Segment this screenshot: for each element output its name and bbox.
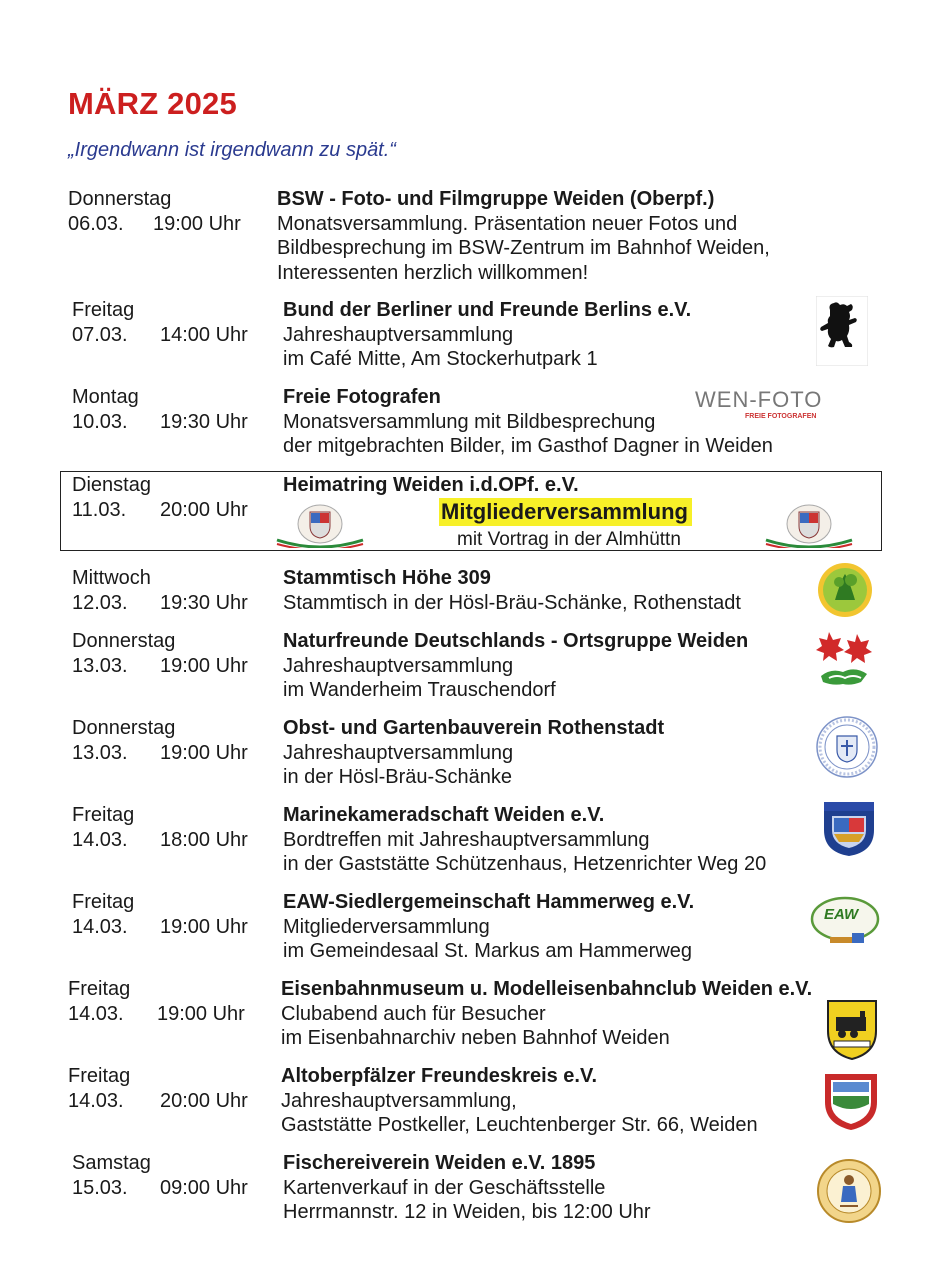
event-time: 19:00 Uhr <box>157 1002 245 1025</box>
event-date: 12.03. <box>72 591 128 614</box>
event-description-line: Jahreshauptversammlung <box>283 323 514 346</box>
event-description-line: im Café Mitte, Am Stockerhutpark 1 <box>283 348 598 370</box>
event-date: 10.03. <box>72 410 128 433</box>
event-date: 06.03. <box>68 212 124 235</box>
event-content <box>283 566 741 615</box>
event-time: 19:00 Uhr <box>153 212 241 235</box>
event-date: 15.03. <box>72 1176 128 1199</box>
event-content <box>283 716 664 790</box>
wen-foto-logo <box>695 388 859 428</box>
event-organizer: Altoberpfälzer Freundeskreis e.V. <box>281 1065 598 1087</box>
wen-foto-logo-text: WEN-FOTO <box>695 387 823 412</box>
event-day: Freitag <box>68 978 131 1000</box>
event-day: Freitag <box>72 299 135 321</box>
event-description-line: Herrmannstr. 12 in Weiden, bis 12:00 Uhr <box>283 1201 651 1223</box>
event-organizer: BSW - Foto- und Filmgruppe Weiden (Oberpf.) <box>277 188 715 210</box>
event-description-line: im Gemeindesaal St. Markus am Hammerweg <box>283 940 693 962</box>
event-day: Mittwoch <box>72 567 151 589</box>
event-description-line: Bordtreffen mit Jahreshauptversammlung <box>283 828 650 851</box>
event-organizer: Eisenbahnmuseum u. Modelleisenbahnclub Weiden e.V. <box>281 978 813 1000</box>
event-description-line: Stammtisch in der Hösl-Bräu-Schänke, Rothenstadt <box>283 591 741 614</box>
event-time: 20:00 Uhr <box>160 498 248 521</box>
eaw-logo-text: EAW <box>824 906 859 923</box>
event-content <box>283 629 748 703</box>
event-content <box>277 187 770 285</box>
event-description-line: Gaststätte Postkeller, Leuchtenberger Str. 66, Weiden <box>281 1114 758 1136</box>
event-description-line: Jahreshauptversammlung, <box>281 1089 517 1112</box>
event-description-line: in der Gaststätte Schützenhaus, Hetzenrichter Weg 20 <box>283 853 767 875</box>
event-description-line: Monatsversammlung mit Bildbesprechung <box>283 410 656 433</box>
event-content <box>283 1151 651 1225</box>
event-time: 18:00 Uhr <box>160 828 248 851</box>
event-organizer: Obst- und Gartenbauverein Rothenstadt <box>283 717 665 739</box>
event-day: Freitag <box>72 891 135 913</box>
event-content <box>283 890 694 964</box>
event-content <box>281 977 812 1051</box>
event-date: 11.03. <box>72 498 127 521</box>
event-day: Samstag <box>72 1152 151 1174</box>
event-description-line: im Eisenbahnarchiv neben Bahnhof Weiden <box>281 1027 670 1049</box>
event-day: Montag <box>72 386 139 408</box>
event-time: 19:30 Uhr <box>160 591 248 614</box>
naturfreunde-logo <box>813 628 875 690</box>
motto: „Irgendwann ist irgendwann zu spät.“ <box>68 139 396 161</box>
event-organizer: EAW-Siedlergemeinschaft Hammerweg e.V. <box>283 891 695 913</box>
event-description-line: Clubabend auch für Besucher <box>281 1002 546 1025</box>
event-organizer: Heimatring Weiden i.d.OPf. e.V. <box>283 474 579 496</box>
event-day: Freitag <box>72 804 135 826</box>
event-time: 20:00 Uhr <box>160 1089 248 1112</box>
fischerei-seal-logo <box>816 1158 882 1224</box>
event-time: 19:00 Uhr <box>160 654 248 677</box>
wen-foto-logo-subtext: FREIE FOTOGRAFEN <box>745 413 817 420</box>
event-date: 07.03. <box>72 323 128 346</box>
eaw-logo <box>810 895 880 947</box>
event-organizer: Marinekameradschaft Weiden e.V. <box>283 804 605 826</box>
event-description-line: mit Vortrag in der Almhüttn <box>457 529 681 550</box>
event-time: 09:00 Uhr <box>160 1176 248 1199</box>
event-date: 14.03. <box>68 1002 124 1025</box>
event-time: 19:00 Uhr <box>160 741 248 764</box>
event-organizer: Freie Fotografen <box>283 386 441 408</box>
event-description-line: im Wanderheim Trauschendorf <box>283 679 556 701</box>
eisenbahn-shield-logo <box>824 997 880 1061</box>
event-description-line: in der Hösl-Bräu-Schänke <box>283 766 512 788</box>
page-title: MÄRZ 2025 <box>68 86 237 121</box>
event-description-line: Interessenten herzlich willkommen! <box>277 261 589 284</box>
event-description-line: Kartenverkauf in der Geschäftsstelle <box>283 1176 606 1199</box>
event-time: 19:00 Uhr <box>160 915 248 938</box>
event-date: 14.03. <box>68 1089 124 1112</box>
event-organizer: Stammtisch Höhe 309 <box>283 567 491 589</box>
event-day: Donnerstag <box>72 717 176 739</box>
event-day: Donnerstag <box>68 188 172 210</box>
heimatring-crest-logo <box>273 502 367 548</box>
event-date: 14.03. <box>72 828 128 851</box>
event-description-line: Bildbesprechung im BSW-Zentrum im Bahnhof Weiden, <box>277 237 770 259</box>
event-content <box>281 1064 758 1138</box>
event-date: 13.03. <box>72 654 128 677</box>
event-date: 14.03. <box>72 915 128 938</box>
berlin-bear-logo <box>816 296 868 366</box>
event-time: 19:30 Uhr <box>160 410 248 433</box>
event-organizer: Fischereiverein Weiden e.V. 1895 <box>283 1152 596 1174</box>
event-organizer: Bund der Berliner und Freunde Berlins e.V. <box>283 299 692 321</box>
event-day: Freitag <box>68 1065 131 1087</box>
event-day: Dienstag <box>72 474 151 496</box>
event-date: 13.03. <box>72 741 128 764</box>
event-day: Donnerstag <box>72 630 176 652</box>
highlight-label: Mitgliederversammlung <box>439 498 692 526</box>
stammtisch-309-logo <box>817 560 873 620</box>
event-content <box>283 803 766 877</box>
event-organizer: Naturfreunde Deutschlands - Ortsgruppe Weiden <box>283 630 749 652</box>
event-content <box>283 473 579 498</box>
event-description-line: Jahreshauptversammlung <box>283 654 514 677</box>
marine-crest-logo <box>820 798 878 858</box>
event-description-line: Jahreshauptversammlung <box>283 741 514 764</box>
event-description-line: der mitgebrachten Bilder, im Gasthof Dagner in Weiden <box>283 435 773 457</box>
event-time: 14:00 Uhr <box>160 323 248 346</box>
altoberpfaelzer-crest-logo <box>821 1070 881 1132</box>
gartenbau-seal-logo <box>815 714 879 780</box>
heimatring-crest-logo <box>762 502 856 548</box>
event-content <box>283 298 691 372</box>
event-description-line: Monatsversammlung. Präsentation neuer Fotos und <box>277 212 738 235</box>
event-description-line: Mitgliederversammlung <box>283 915 490 938</box>
